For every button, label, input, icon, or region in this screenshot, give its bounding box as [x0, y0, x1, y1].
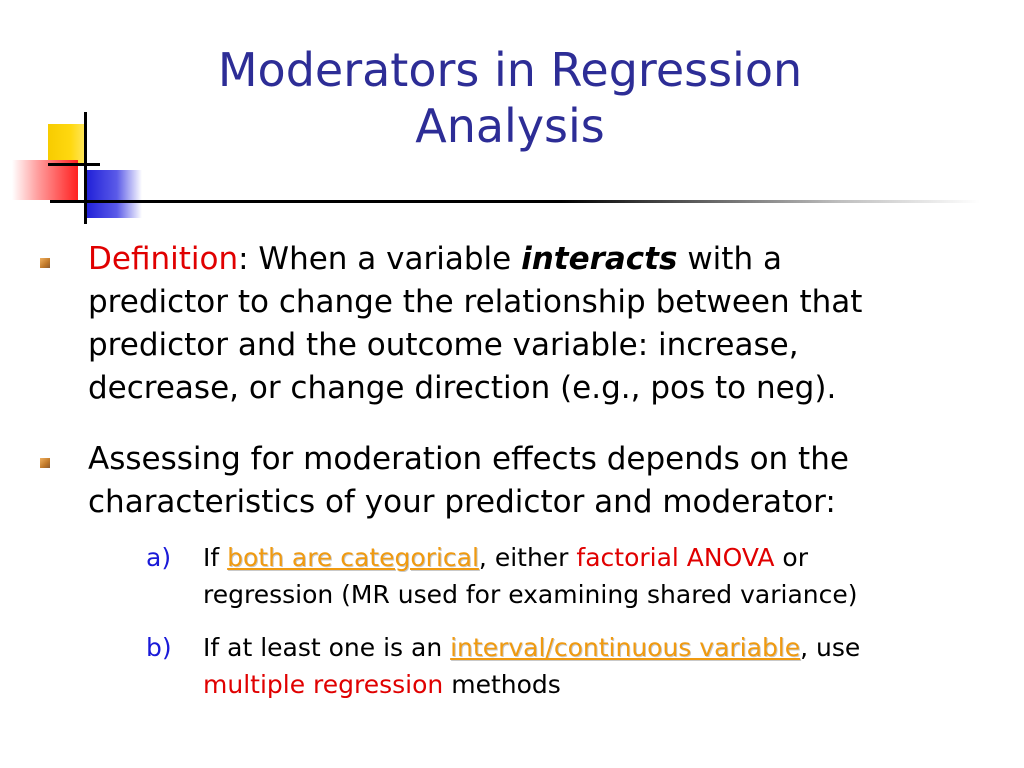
factorial-anova-text: factorial ANOVA	[576, 543, 775, 572]
sub-item-a-post: or	[774, 543, 808, 572]
title-underline-rule	[50, 200, 980, 203]
both-categorical-highlight: both are categorical	[227, 543, 479, 572]
multiple-regression-text: multiple regression	[203, 670, 444, 699]
title-line-1: Moderators in Regression	[217, 43, 803, 97]
short-horizontal-rule-decoration	[48, 163, 100, 166]
bullet-definition	[88, 238, 988, 410]
sub-item-b-pre: If at least one is an	[203, 633, 451, 662]
bullet-2-line-2: characteristics of your predictor and moderator:	[88, 484, 836, 520]
sub-item-a-pre: If	[203, 543, 228, 572]
red-square-decoration	[12, 160, 78, 200]
bullet-marker-icon	[40, 458, 50, 468]
title-line-2: Analysis	[415, 99, 605, 153]
definition-colon-text: : When a variable	[238, 241, 522, 277]
sub-item-b-label: b)	[146, 633, 172, 662]
sub-item-b-line2-post: methods	[443, 670, 561, 699]
sub-item-b-line-1	[203, 629, 1003, 666]
bullet-assessing	[88, 438, 988, 524]
sub-item-b-line-2	[203, 666, 1003, 703]
sub-item-b	[203, 629, 1003, 703]
sub-item-a-mid: , either	[478, 543, 577, 572]
sub-item-b-post: , use	[800, 633, 861, 662]
bullet-2-line-1: Assessing for moderation effects depends on the	[88, 441, 849, 477]
sub-item-a-line-1	[203, 539, 1003, 576]
sub-item-a-line-2: regression (MR used for examining shared variance)	[203, 580, 858, 609]
bullet-1-line-3: predictor and the outcome variable: increase,	[88, 327, 799, 363]
definition-label: Definition	[88, 241, 239, 277]
bullet-marker-icon	[40, 258, 50, 268]
sub-item-a-label: a)	[146, 543, 172, 572]
bullet-1-line-2: predictor to change the relationship between that	[88, 284, 863, 320]
blue-square-decoration	[86, 170, 142, 218]
sub-item-a	[203, 539, 1003, 613]
definition-line1-end: with a	[677, 241, 782, 277]
bullet-1-line-4: decrease, or change direction (e.g., pos to neg).	[88, 370, 837, 406]
interval-continuous-highlight: interval/continuous variable	[450, 633, 801, 662]
slide-title	[150, 42, 870, 154]
interacts-emphasis: interacts	[521, 241, 678, 277]
vertical-rule-decoration	[84, 112, 87, 224]
bullet-1-line-1	[88, 238, 988, 281]
